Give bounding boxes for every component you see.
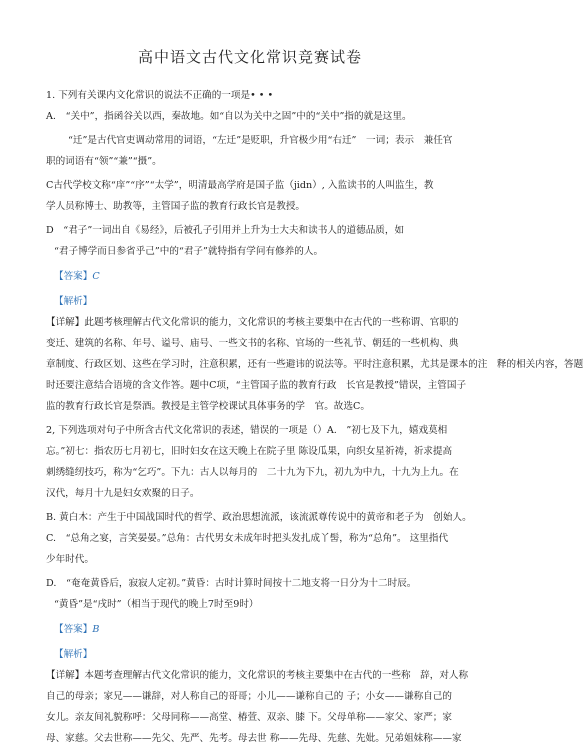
explanation-2: 女儿。亲友间礼貌称呼：父母同称——高堂、椿萱、双亲、膝 下。父母单称——家父、家严；家 — [46, 712, 452, 723]
answer-value: C — [92, 271, 100, 282]
option-c-cont: 学人员称博士、助教等，主管国子监的教育行政长官是教授。 — [46, 201, 306, 212]
option-d-2-cont: “黄昏”是“戌时”（相当于现代的晚上7时至9时） — [54, 599, 259, 610]
explanation-1: 章制度、行政区划、这些在学习时，注意积累，还有一些避讳的说法等。平时注意积累，尤其是课本的注 释的相关内容，答题 — [46, 359, 583, 370]
answer-tag: 【答案】 — [54, 624, 93, 635]
explanation-2: 自己的母亲；家兄——谦辞，对人称自己的哥哥；小儿——谦称自己的 子；小女——谦称自己的 — [46, 691, 452, 702]
question-1: 1. 下列有关课内文化常识的说法不正确的一项是• • • — [46, 90, 274, 101]
explanation-1: 时还要注意结合语境的含文作答。题中C项，“主管国子监的教育行政 长官是教授”错误，主管国子 — [46, 380, 467, 391]
page-title: 高中语文古代文化常识竞赛试卷 — [137, 48, 362, 66]
analysis-label-1: 【解析】 — [54, 296, 93, 307]
option-b-cont: 职的词语有“领”“兼”“摄”。 — [46, 156, 162, 167]
option-d-2: D. “奄奄黄昏后，寂寂人定初。”黄昏：古时计算时间按十二地支将一日分为十二时辰。 — [46, 578, 417, 589]
option-d: D “君子”一词出自《易经》，后被孔子引用并上升为士大夫和读书人的道德品质，如 — [46, 225, 405, 236]
explanation-1: 【详解】此题考核理解古代文化常识的能力，文化常识的考核主要集中在古代的一些称谓、官职的 — [46, 317, 459, 328]
explanation-2: 【详解】本题考查理解古代文化常识的能力，文化常识的考核主要集中在古代的一些称 辞，对人称 — [46, 670, 469, 681]
question-2-cont: 汉代，每月十九是妇女欢聚的日子。 — [46, 488, 200, 499]
option-d-cont: “君子博学而日参省乎己”中的“君子”就特指有学问有修养的人。 — [54, 246, 324, 257]
option-c: C古代学校文称“庠”“序”“太学”，明清最高学府是国子监（jidn）, 入监读书的人叫监生，教 — [46, 180, 434, 191]
option-c-2-cont: 少年时代。 — [46, 554, 94, 565]
option-b: “迁”是古代官吏调动常用的词语，“左迁”是贬职，升官极少用“右迁” 一词；表示 兼任官 — [68, 135, 453, 146]
option-c-2: C. “总角之宴，言笑晏晏。”总角：古代男女未成年时把头发扎成丫髻，称为“总角”。 这里指代 — [46, 533, 449, 544]
question-2: 2, 下列选项对句子中所含古代文化常识的表述，错误的一项是（）A. ”初七及下九，嬉戏莫相 — [46, 425, 448, 436]
option-a: A. “关中”，指函谷关以西，秦故地。如“自以为关中之固”中的“关中”指的就是这里。 — [46, 111, 412, 122]
option-b-2: B. 黄白木：产生于中国战国时代的哲学、政治思想流派，该流派尊传说中的黄帝和老子为 创始人。 — [46, 512, 472, 523]
explanation-2: 母、家慈。父去世称——先父、先严、先考。母去世 称——先母、先慈、先妣。兄弟姐妹称——家 — [46, 733, 462, 744]
answer-label-2 — [46, 623, 454, 636]
explanation-1: 监的教育行政长官是祭酒。教授是主管学校课试具体事务的学 官。故选C。 — [46, 401, 370, 412]
explanation-1: 变迁、建筑的名称、年号、谥号、庙号、一些文书的名称、官场的一些礼节、朝廷的一些机构、典 — [46, 338, 459, 349]
answer-value: B — [92, 624, 100, 635]
question-2-cont: 刺绣缝纫技巧，称为“乞巧”。下九：古人以每月的 二十九为下九，初九为中九，十九为上九。在 — [46, 467, 459, 478]
analysis-label-2: 【解析】 — [54, 649, 93, 660]
answer-label-1 — [46, 270, 454, 283]
answer-tag: 【答案】 — [54, 271, 93, 282]
question-2-cont: 忘。”初七：指农历七月初七，旧时妇女在这天晚上在院子里 陈设瓜果，向织女星祈祷，祈求提高 — [46, 446, 453, 457]
